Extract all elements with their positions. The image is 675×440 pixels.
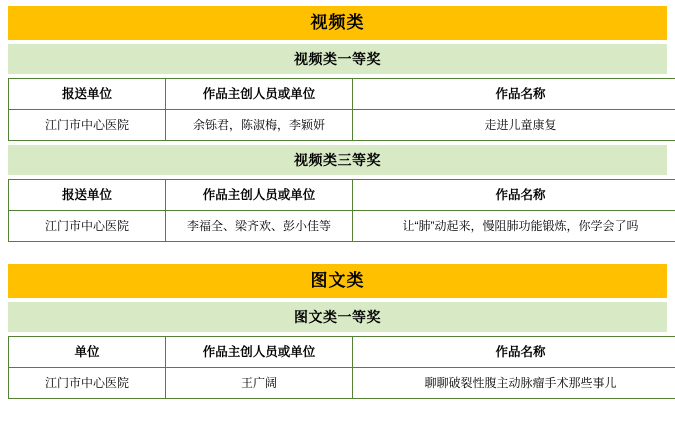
column-header-unit: 单位	[9, 337, 166, 368]
subsection-title-video-third-prize: 视频类三等奖	[8, 145, 667, 175]
subsection-title-video-first-prize: 视频类一等奖	[8, 44, 667, 74]
cell-unit: 江门市中心医院	[9, 368, 166, 399]
subsection-title-graphic-first-prize: 图文类一等奖	[8, 302, 667, 332]
section-banner-video: 视频类	[8, 6, 667, 40]
cell-title: 让“肺”动起来，慢阻肺功能锻炼，你学会了吗	[353, 211, 675, 242]
section-video	[8, 6, 667, 242]
column-header-unit: 报送单位	[9, 79, 166, 110]
table-row	[9, 368, 675, 399]
cell-creators: 李福全、梁齐欢、彭小佳等	[166, 211, 353, 242]
cell-creators: 王广阔	[166, 368, 353, 399]
table-graphic-first-prize	[8, 336, 675, 399]
table-row	[9, 110, 675, 141]
table-video-third-prize	[8, 179, 675, 242]
section-graphic-text	[8, 264, 667, 399]
cell-title: 走进儿童康复	[353, 110, 675, 141]
table-header-row	[9, 337, 675, 368]
cell-creators: 余铄君，陈淑梅，李颖妍	[166, 110, 353, 141]
column-header-unit: 报送单位	[9, 180, 166, 211]
table-row	[9, 211, 675, 242]
column-header-creators: 作品主创人员或单位	[166, 337, 353, 368]
section-spacer	[8, 242, 667, 264]
column-header-creators: 作品主创人员或单位	[166, 79, 353, 110]
column-header-title: 作品名称	[353, 180, 675, 211]
cell-title: 聊聊破裂性腹主动脉瘤手术那些事儿	[353, 368, 675, 399]
section-banner-graphic-text: 图文类	[8, 264, 667, 298]
cell-unit: 江门市中心医院	[9, 211, 166, 242]
table-header-row	[9, 79, 675, 110]
table-header-row	[9, 180, 675, 211]
column-header-title: 作品名称	[353, 79, 675, 110]
table-video-first-prize	[8, 78, 675, 141]
cell-unit: 江门市中心医院	[9, 110, 166, 141]
column-header-title: 作品名称	[353, 337, 675, 368]
column-header-creators: 作品主创人员或单位	[166, 180, 353, 211]
